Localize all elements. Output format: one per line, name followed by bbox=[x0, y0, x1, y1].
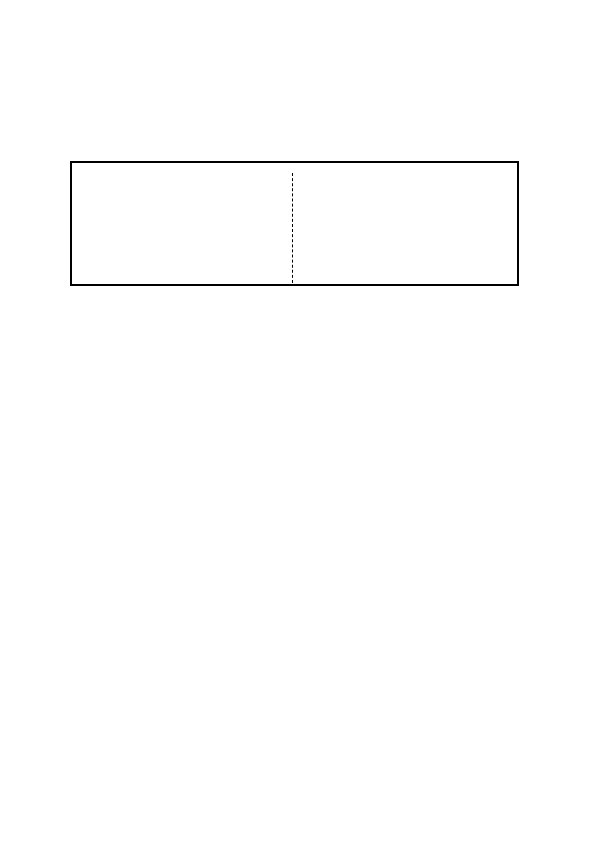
toc-right-column bbox=[304, 189, 509, 285]
toc-divider bbox=[292, 173, 293, 283]
toc-item bbox=[84, 231, 284, 247]
toc-item bbox=[304, 189, 509, 213]
toc-item bbox=[84, 215, 284, 231]
toc-item bbox=[84, 199, 284, 215]
toc-left-column bbox=[84, 183, 284, 279]
toc-item bbox=[84, 263, 284, 279]
toc-item bbox=[84, 183, 284, 199]
toc-item bbox=[304, 213, 509, 237]
table-of-contents bbox=[70, 161, 519, 286]
toc-item bbox=[304, 261, 509, 285]
toc-item bbox=[304, 237, 509, 261]
toc-item bbox=[84, 247, 284, 263]
